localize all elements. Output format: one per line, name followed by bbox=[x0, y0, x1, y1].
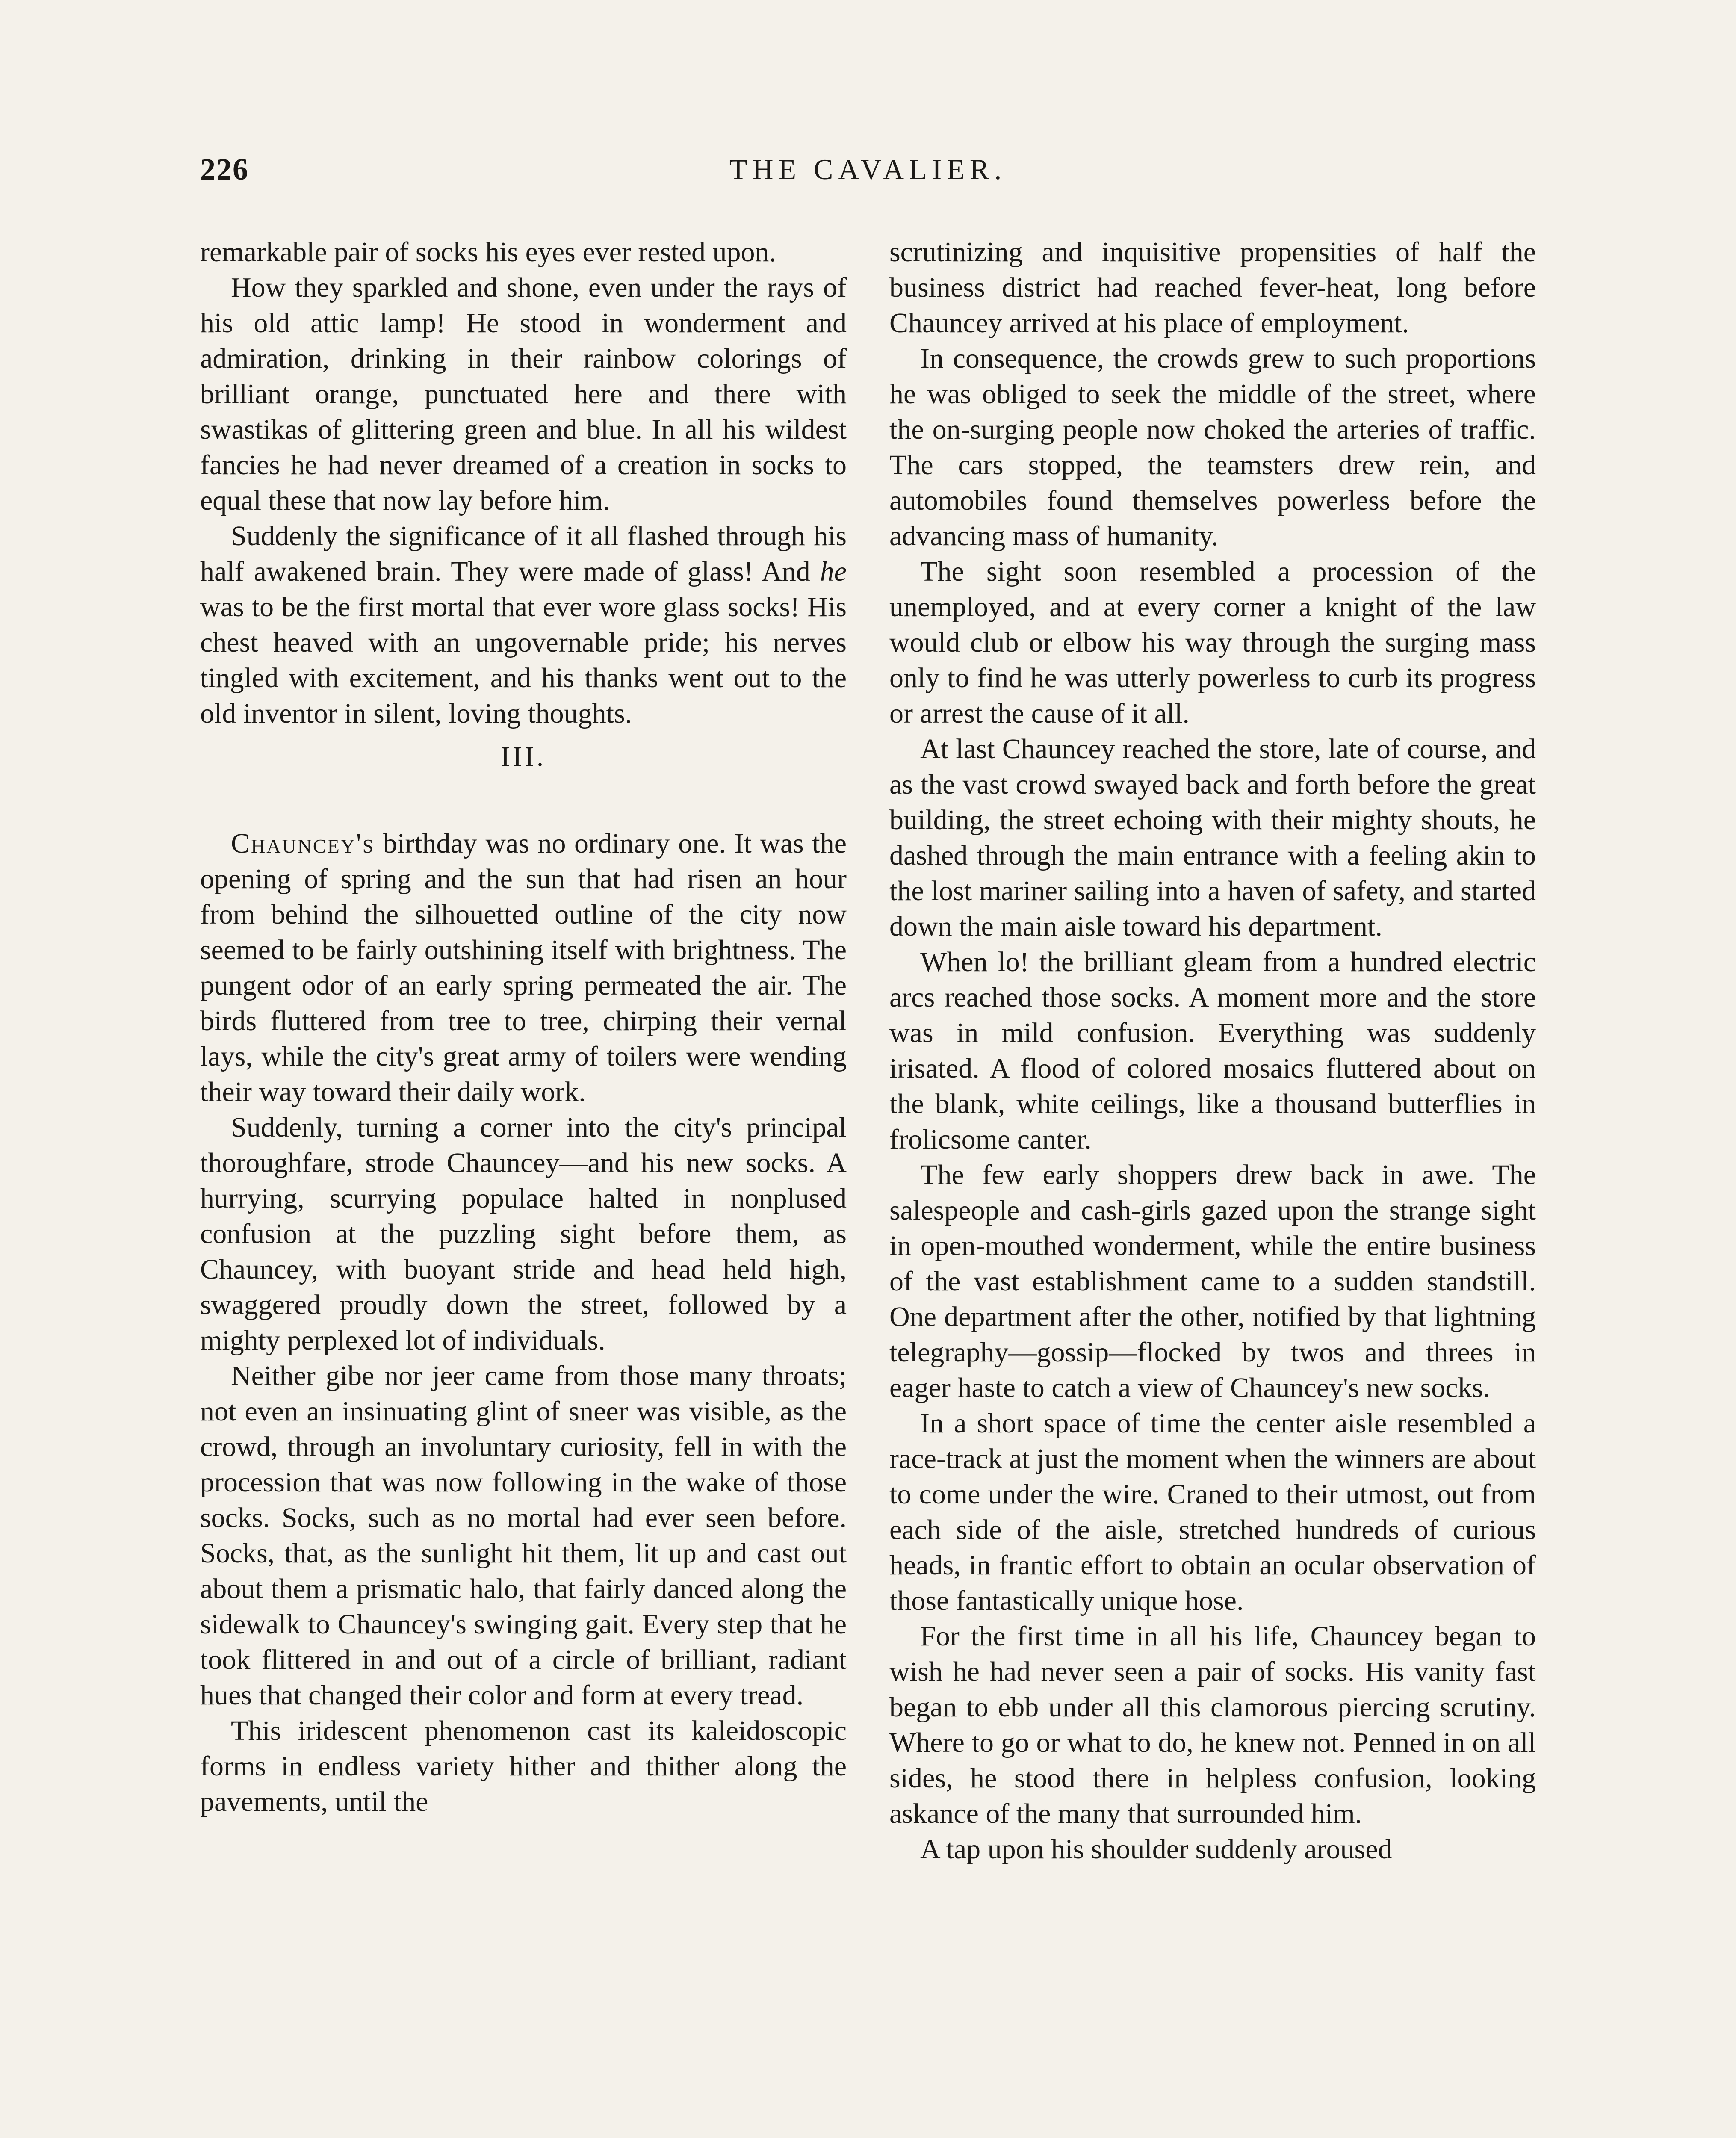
paragraph: In consequence, the crowds grew to such proportions he was obliged to seek the middle of the street, where the on-surging people now choked the arteries of traffic. The cars stopped, the teamsters drew rein, and automobiles found themselves powerless before the advancing mass of humanity. bbox=[889, 343, 1536, 552]
section-heading: III. bbox=[500, 741, 546, 772]
paragraph: Neither gibe nor jeer came from those many throats; not even an insinuating glint of sneer was visible, as the crowd, through an involuntary curiosity, fell in with the procession that was now following in the wake of those socks. Socks, such as no mortal had ever seen before. Socks, that, as the sunlight hit them, lit up and cast out about them a prismatic halo, that fairly danced along the sidewalk to Chauncey's swinging gait. Every step that he took flittered in and out of a circle of brilliant, radiant hues that changed their color and form at every tread. bbox=[200, 1360, 847, 1711]
paragraph: When lo! the brilliant gleam from a hundred electric arcs reached those socks. A moment more and the store was in mild confusion. Everything was suddenly irisated. A flood of colored mosaics fluttered about on the blank, white ceilings, like a thousand butterflies in frolicsome canter. bbox=[889, 946, 1536, 1155]
paragraph-text: birthday was no ordinary one. It was the opening of spring and the sun that had risen an hour from behind the silhouetted outline of the city now seemed to be fairly outshining itself with brightness. The pungent odor of an early spring permeated the air. The birds fluttered from tree to tree, chirping their vernal lays, while the city's great army of toilers were wending their way toward their daily work. bbox=[200, 828, 847, 1107]
paragraph-text: Suddenly the significance of it all flashed through his half awakened brain. They were made of glass! And bbox=[200, 520, 847, 587]
paragraph: scrutinizing and inquisitive propensities of half the business district had reached fever-heat, long before Chauncey arrived at his place of employment. bbox=[889, 236, 1536, 339]
paragraph: The few early shoppers drew back in awe. The salespeople and cash-girls gazed upon the strange sight in open-mouthed wonderment, while the entire business of the vast establishment came to a sudden standstill. One department after the other, notified by that lightning telegraphy—gossip—flocked by twos and threes in eager haste to catch a view of Chauncey's new socks. bbox=[889, 1159, 1536, 1403]
paragraph-text: was to be the first mortal that ever wore glass socks! His chest heaved with an ungovernable pride; his nerves tingled with excitement, and his thanks went out to the old inventor in silent, loving thoughts. bbox=[200, 591, 847, 729]
paragraph: How they sparkled and shone, even under the rays of his old attic lamp! He stood in wonderment and admiration, drinking in their rainbow colorings of brilliant orange, punctuated here and there with swastikas of glittering green and blue. In all his wildest fancies he had never dreamed of a creation in socks to equal these that now lay before him. bbox=[200, 272, 847, 516]
paragraph: A tap upon his shoulder suddenly aroused bbox=[920, 1834, 1392, 1865]
paragraph bbox=[200, 518, 847, 731]
paragraph bbox=[200, 826, 847, 1110]
running-head: THE CAVALIER. bbox=[729, 153, 1007, 186]
paragraph: At last Chauncey reached the store, late of course, and as the vast crowd swayed back and forth before the great building, the street echoing with their mighty shouts, he dashed through the main entrance with a feeling akin to the lost mariner sailing into a haven of safety, and started down the main aisle toward his department. bbox=[889, 733, 1536, 942]
paragraph: Suddenly, turning a corner into the city's principal thoroughfare, strode Chauncey—and his new socks. A hurrying, scurrying populace halted in nonplused confusion at the puzzling sight before them, as Chauncey, with buoyant stride and head held high, swaggered proudly down the street, followed by a mighty perplexed lot of individuals. bbox=[200, 1112, 847, 1356]
page-number: 226 bbox=[200, 152, 249, 186]
smallcaps-name: Chauncey's bbox=[231, 828, 375, 859]
page-header bbox=[200, 152, 1536, 199]
right-column bbox=[889, 234, 1536, 1867]
paragraph: This iridescent phenomenon cast its kaleidoscopic forms in endless variety hither and thither along the pavements, until the bbox=[200, 1715, 847, 1817]
paragraph: For the first time in all his life, Chauncey began to wish he had never seen a pair of socks. His vanity fast began to ebb under all this clamorous piercing scrutiny. Where to go or what to do, he knew not. Penned in on all sides, he stood there in helpless confusion, looking askance of the many that surrounded him. bbox=[889, 1621, 1536, 1829]
left-column bbox=[200, 234, 847, 1819]
paragraph: The sight soon resembled a procession of the unemployed, and at every corner a knight of the law would club or elbow his way through the surging mass only to find he was utterly powerless to curb its progress or arrest the cause of it all. bbox=[889, 556, 1536, 729]
emphasis-text: he bbox=[820, 556, 847, 587]
paragraph: remarkable pair of socks his eyes ever rested upon. bbox=[200, 236, 776, 268]
paragraph: In a short space of time the center aisle resembled a race-track at just the moment when the winners are about to come under the wire. Craned to their utmost, out from each side of the aisle, stretched hundreds of curious heads, in frantic effort to obtain an ocular observation of those fantastically unique hose. bbox=[889, 1408, 1536, 1616]
